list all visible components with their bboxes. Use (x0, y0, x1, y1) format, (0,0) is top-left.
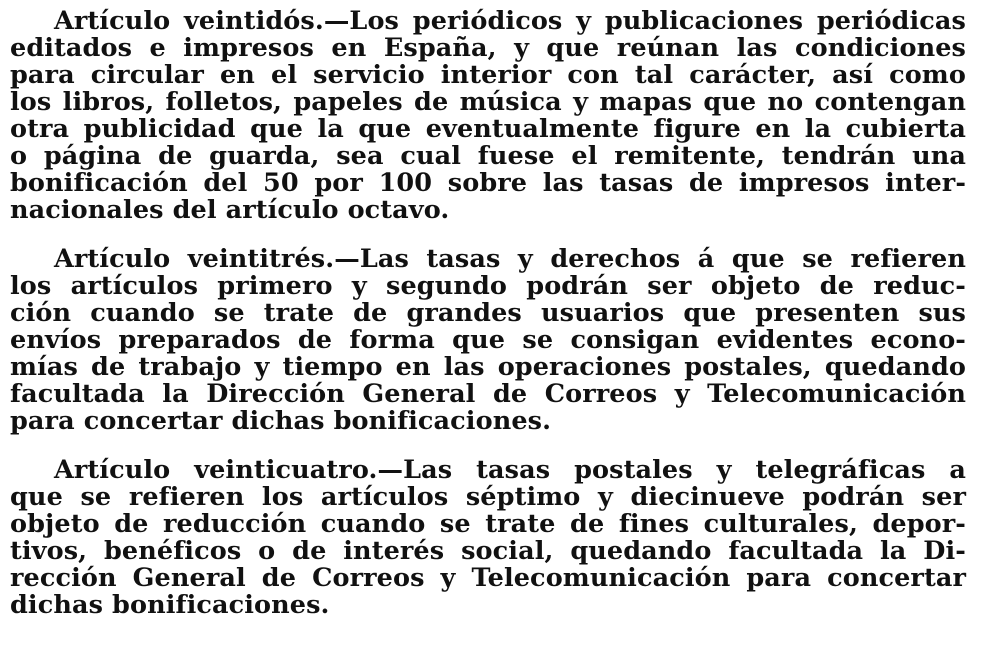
text-line: Artículo veinticuatro.—Las tasas postales y telegráficas a (54, 455, 966, 485)
text-line: que se refieren los artículos séptimo y diecinueve podrán ser (10, 482, 966, 512)
text-line: dichas bonificaciones. (10, 590, 330, 620)
text-line: envíos preparados de forma que se consigan evidentes econo- (10, 325, 966, 355)
text-line: mías de trabajo y tiempo en las operaciones postales, quedando (10, 352, 966, 382)
text-line: otra publicidad que la que eventualmente figure en la cubierta (10, 114, 966, 144)
text-line: para concertar dichas bonificaciones. (10, 406, 552, 436)
document-page (10, 8, 966, 641)
article-24-paragraph (10, 457, 966, 619)
text-line: nacionales del artículo octavo. (10, 195, 450, 225)
text-line: los libros, folletos, papeles de música y mapas que no contengan (10, 87, 966, 117)
text-line: bonificación del 50 por 100 sobre las tasas de impresos inter- (10, 168, 966, 198)
text-line: rección General de Correos y Telecomunicación para concertar (10, 563, 966, 593)
text-line: los artículos primero y segundo podrán ser objeto de reduc- (10, 271, 966, 301)
text-line: o página de guarda, sea cual fuese el remitente, tendrán una (10, 141, 966, 171)
article-22-paragraph (10, 8, 966, 224)
text-line: Artículo veintitrés.—Las tasas y derechos á que se refieren (54, 244, 966, 274)
article-23-paragraph (10, 246, 966, 435)
text-line: editados e impresos en España, y que reúnan las condiciones (10, 33, 966, 63)
text-line: Artículo veintidós.—Los periódicos y publicaciones periódicas (54, 6, 966, 36)
text-line: tivos, benéficos o de interés social, quedando facultada la Di- (10, 536, 966, 566)
text-line: objeto de reducción cuando se trate de fines culturales, depor- (10, 509, 966, 539)
text-line: ción cuando se trate de grandes usuarios que presenten sus (10, 298, 966, 328)
text-line: facultada la Dirección General de Correos y Telecomunicación (10, 379, 966, 409)
text-line: para circular en el servicio interior con tal carácter, así como (10, 60, 966, 90)
